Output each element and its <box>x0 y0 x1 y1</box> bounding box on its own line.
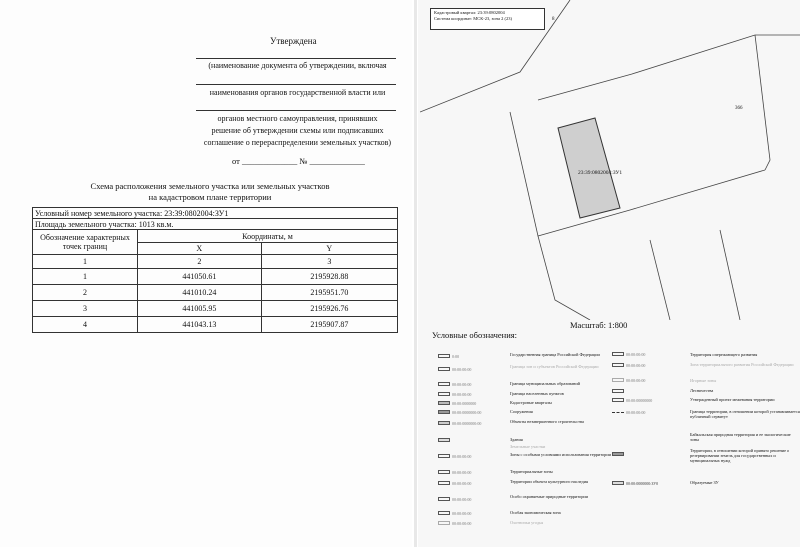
blank-line <box>196 58 396 59</box>
map-label-366: 366 <box>735 106 743 111</box>
coordinates-header: Координаты, м <box>138 230 398 243</box>
table-row <box>33 317 398 333</box>
points-header: Обозначение характерных точек границ <box>33 230 138 255</box>
legend-code: 0:00 <box>452 354 460 359</box>
parcel-label: 23:39:0802004:ЗУ1 <box>578 170 623 176</box>
conditional-number: Условный номер земельного участка: 23:39:0802004:ЗУ1 <box>33 208 398 219</box>
column-number: 3 <box>261 255 397 269</box>
legend-code: 00:00:00:00 <box>452 521 472 526</box>
legend-label: Особая экономическая зона <box>510 510 561 515</box>
legend-label: Здания <box>510 437 523 442</box>
legend-label: Территориальные зоны <box>510 469 553 474</box>
legend-label: Зоны с особыми условиями использования территории <box>510 452 611 457</box>
legend-symbol-icon <box>612 389 624 393</box>
map-scale: Масштаб: 1:800 <box>570 320 628 330</box>
approval-text-3: органов местного самоуправления, принявших <box>217 114 378 123</box>
blank-line <box>196 110 396 111</box>
approval-text-1: (наименование документа об утверждении, включая <box>208 61 387 70</box>
legend-code: 00:00:00000000 <box>626 398 653 403</box>
stamp-coordinate-system: Система координат: МСК-23, зона 2 (23) <box>434 16 512 21</box>
point-id: 3 <box>33 301 138 317</box>
legend-title: Условные обозначения: <box>432 330 518 340</box>
y-value: 2195951.70 <box>261 285 397 301</box>
legend-symbol-icon <box>612 481 624 485</box>
approval-text-5: соглашение о перераспределении земельных участков) <box>203 138 392 147</box>
legend-code: 00:00:00:00 <box>452 454 472 459</box>
legend-symbol-icon <box>612 352 624 356</box>
legend-code: 00:00:00:00 <box>626 363 646 368</box>
legend-label: Граница территории, в отношении которой устанавливается публичный сервитут <box>690 409 800 419</box>
legend-code: 00:00:0000000:00 <box>452 421 482 426</box>
legend-label: Территории объекта культурного наследия <box>510 479 588 484</box>
scheme-title-line-1: Схема расположения земельного участка или земельных участков <box>90 181 330 191</box>
street-boundary <box>510 112 765 236</box>
y-value: 2195928.88 <box>261 269 397 285</box>
table-row <box>33 301 398 317</box>
approval-text-2: наименования органов государственной власти или <box>209 88 386 97</box>
parcel-area: Площадь земельного участка: 1013 кв.м. <box>33 219 398 230</box>
legend-label: Лесничества <box>690 388 714 393</box>
point-id: 4 <box>33 317 138 333</box>
legend-symbol-icon <box>438 438 450 442</box>
legend-code: 00:00:00:00 <box>452 511 472 516</box>
legend-code: 00:00:0000000:00 <box>452 410 482 415</box>
legend-symbol-icon <box>438 401 450 405</box>
legend-code: 00:00:00:00 <box>452 382 472 387</box>
map-label-8: 8 <box>552 17 555 22</box>
blank-line <box>196 84 396 85</box>
point-id: 2 <box>33 285 138 301</box>
legend-code: 00:00:0000000:ЗУ0 <box>626 481 659 486</box>
scheme-title-line-2: на кадастровом плане территории <box>148 192 272 202</box>
legend-symbol-icon <box>612 363 624 367</box>
legend-label: Граница муниципальных образований <box>510 381 580 386</box>
legend-symbol-icon <box>438 454 450 458</box>
legend-label: Байкальская природная территория и ее экологические зоны <box>690 432 791 442</box>
legend-label: Игорные зоны <box>690 378 717 383</box>
legend-code: 00:00:00:00 <box>452 392 472 397</box>
legend-label: Зона территориального развития Российской Федерации <box>690 362 794 367</box>
legend-symbol-icon <box>612 378 624 382</box>
legend-symbol-icon <box>612 398 624 402</box>
parcel-boundary-bottom-right <box>720 230 740 320</box>
legend-code: 00:00:00:00 <box>452 481 472 486</box>
legend-label: Сооружения <box>510 409 533 414</box>
table-row <box>33 285 398 301</box>
x-value: 441043.13 <box>138 317 262 333</box>
y-header: Y <box>261 243 397 255</box>
legend-code: 00:00:00:00 <box>452 470 472 475</box>
cadastral-map <box>420 0 800 320</box>
coordinates-table <box>32 207 398 333</box>
legend-label: Государственная граница Российской Федерации <box>510 352 600 357</box>
parcel-boundary-366 <box>538 35 800 100</box>
legend-code: 00:00:00:00 <box>452 367 472 372</box>
legend-symbol-icon <box>438 521 450 525</box>
legend-symbol-icon <box>612 452 624 456</box>
parcel-boundary-lower <box>538 236 590 320</box>
legend-label: Охотничьи угодья <box>510 520 544 525</box>
scheme-title <box>60 181 360 203</box>
legend-label: Образуемые ЗУ <box>690 480 719 485</box>
legend-label: Земельные участки <box>510 444 546 449</box>
legend-code: 00:00:00:00 <box>452 497 472 502</box>
legend-symbol-icon <box>438 497 450 501</box>
legend-code: 00:00:00:00 <box>626 352 646 357</box>
column-number: 1 <box>33 255 138 269</box>
legend-label: Утвержденный проект межевания территории <box>690 397 775 402</box>
cadastral-stamp <box>430 8 545 30</box>
legend-label: Особо охраняемые природные территории <box>510 494 588 499</box>
table-row <box>33 269 398 285</box>
legend-symbol-icon <box>612 412 624 413</box>
legend-code: 00:00:00:00 <box>626 378 646 383</box>
legend-symbol-icon <box>438 421 450 425</box>
legend-code: 00:00:0000000 <box>452 401 477 406</box>
x-value: 441050.61 <box>138 269 262 285</box>
legend-symbol-icon <box>438 511 450 515</box>
parcel-boundary-bottom <box>650 240 670 320</box>
x-value: 441010.24 <box>138 285 262 301</box>
legend-label: Кадастровые кварталы <box>510 400 552 405</box>
legend-symbol-icon <box>438 367 450 371</box>
legend-label: Граница населенных пунктов <box>510 391 564 396</box>
stamp-quarter: Кадастровый квартал: 23:39:0802004 <box>434 10 505 15</box>
legend-symbol-icon <box>438 354 450 358</box>
legend-label: Объекты незавершенного строительства <box>510 419 584 424</box>
y-value: 2195926.76 <box>261 301 397 317</box>
legend-symbol-icon <box>438 410 450 414</box>
x-header: X <box>138 243 262 255</box>
legend-symbol-icon <box>438 470 450 474</box>
legend-code: 00:00:00:00 <box>626 410 646 415</box>
point-id: 1 <box>33 269 138 285</box>
legend-label: Граница зон и субъектов Российской Федерации <box>510 364 599 369</box>
x-value: 441005.95 <box>138 301 262 317</box>
approval-text-4: решение об утверждении схемы или подписавших <box>211 126 384 135</box>
legend-label: Территории, в отношении которой принято решение о резервировании земель для государственных и муниципальных нужд <box>690 448 790 463</box>
approval-date-line: от _____________ № _____________ <box>232 156 365 166</box>
approved-title: Утверждена <box>270 36 317 46</box>
legend-symbol-icon <box>438 392 450 396</box>
legend-label: Территория опережающего развития <box>690 352 758 357</box>
page-divider <box>414 0 417 547</box>
column-number: 2 <box>138 255 262 269</box>
legend-symbol-icon <box>438 382 450 386</box>
parcel-zu1 <box>558 118 623 218</box>
y-value: 2195907.87 <box>261 317 397 333</box>
legend-symbol-icon <box>438 481 450 485</box>
parcel-boundary-right <box>755 35 770 170</box>
